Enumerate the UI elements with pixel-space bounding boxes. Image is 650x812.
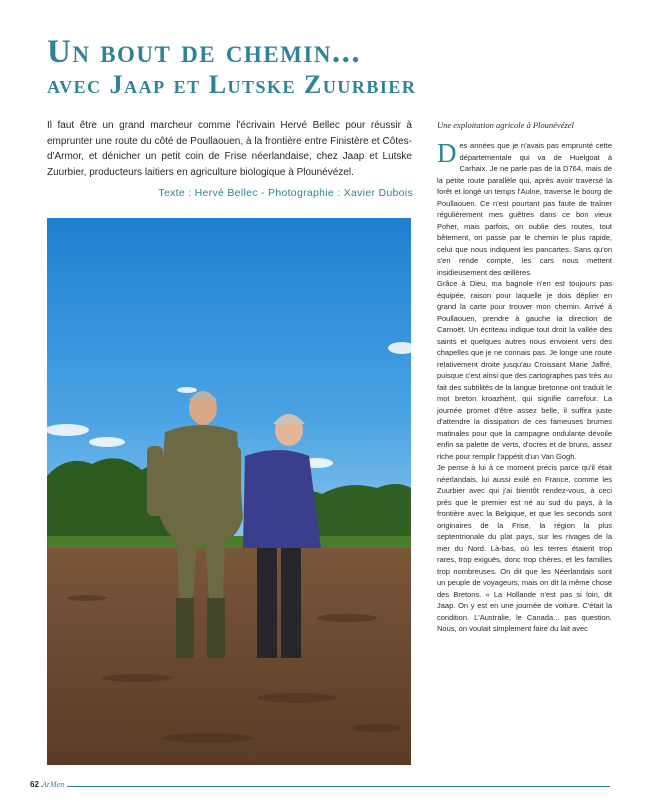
article-title — [47, 34, 447, 100]
body-paragraph: Des années que je n'avais pas emprunté cette départementale qui va de Huelgoat à Carhaix. Je ne parle pas de la D764, mais de la petite route parallèle qui, après avoir traversé la forêt et longé un temps l'Aulne, traverse le bourg de Poullaouen. Ce n'est pourtant pas faute de traîner régulièrement mes guêtres dans ce bon vieux Poher, mais parfois, on oublie des routes, tout bêtement, on passe par le chemin le plus rapide, celui que nous indiquent les pancartes. Sans qu'on s'en rende compte, les cars nous mettent insidieusement des œillères. — [437, 140, 612, 277]
article-intro: Il faut être un grand marcheur comme l'écrivain Hervé Bellec pour réussir à emprunter une route du côté de Poullaouen, à la frontière entre Finistère et Côtes-d'Armor, et dénicher un petit coin de Frise néerlandaise, chez Jaap et Lutske Zuurbier, producteurs laitiers en agriculture biologique à Plounévézel. — [47, 120, 412, 178]
drop-cap: D — [437, 140, 457, 168]
body-paragraph: Grâce à Dieu, ma bagnole n'en est toujours pas équipée, raison pour laquelle je dois déplier en grand la carte pour trouver mon chemin. Arrivé à Poullaouen, prendre à gauche la direction de Carnoët. Un écriteau indique tout droit la vallée des saints et quelques autres nous envoient vers des chapelles que je ne connais pas. Je longe une route relativement droite jusqu'au Croissant Marie Jaffré, puisque c'est ainsi que des cartographes pas très au fait des subtilités de la langue bretonne ont traduit le mot breton kroazhent, qui signifie carrefour. La journée promet d'être assez belle, il suffira juste d'attendre la dissipation de ces fameuses brumes matinales pour que la campagne ondulante dévoile enfin sa palette de verts, d'ocres et de bruns, assez riche pour remplir l'appétit d'un Van Gogh. — [437, 279, 612, 461]
title-line-1: Un bout de chemin... — [47, 34, 362, 70]
page-number: 62 — [30, 780, 39, 789]
farmers-photo — [47, 218, 411, 765]
body-paragraph: Je pense à lui à ce moment précis parce qu'il était néerlandais, lui aussi exilé en France, comme les Zuurbier avec qui j'ai bientôt rendez-vous, à ceci près que le premier est né au sud du pays, à la frontière avec la Belgique, et que les seconds sont originaires de la Frise, la région la plus septentrionale du plat pays, sur les rivages de la mer du Nord. Là-bas, où les terres étaient trop rares, trop exiguës, donc trop chères, et les familles trop nombreuses. On dit que les Néerlandais sont un peuple de voyageurs, mais on dit la même chose des Bretons. « La Hollande n'est pas si loin, dit Jaap. On y est en une journée de voiture. C'était la condition. L'Australie, le Canada... pas question. Nous, on voulait simplement faire du lait avec — [437, 463, 612, 633]
photo-caption: Une exploitation agricole à Plounévézel — [437, 120, 574, 130]
footer-rule — [40, 786, 610, 787]
title-line-2: avec Jaap et Lutske Zuurbier — [47, 70, 417, 99]
magazine-name: ArMen — [42, 780, 67, 789]
article-body — [437, 140, 612, 772]
article-credits: Texte : Hervé Bellec - Photographie : Xavier Dubois — [158, 187, 413, 199]
